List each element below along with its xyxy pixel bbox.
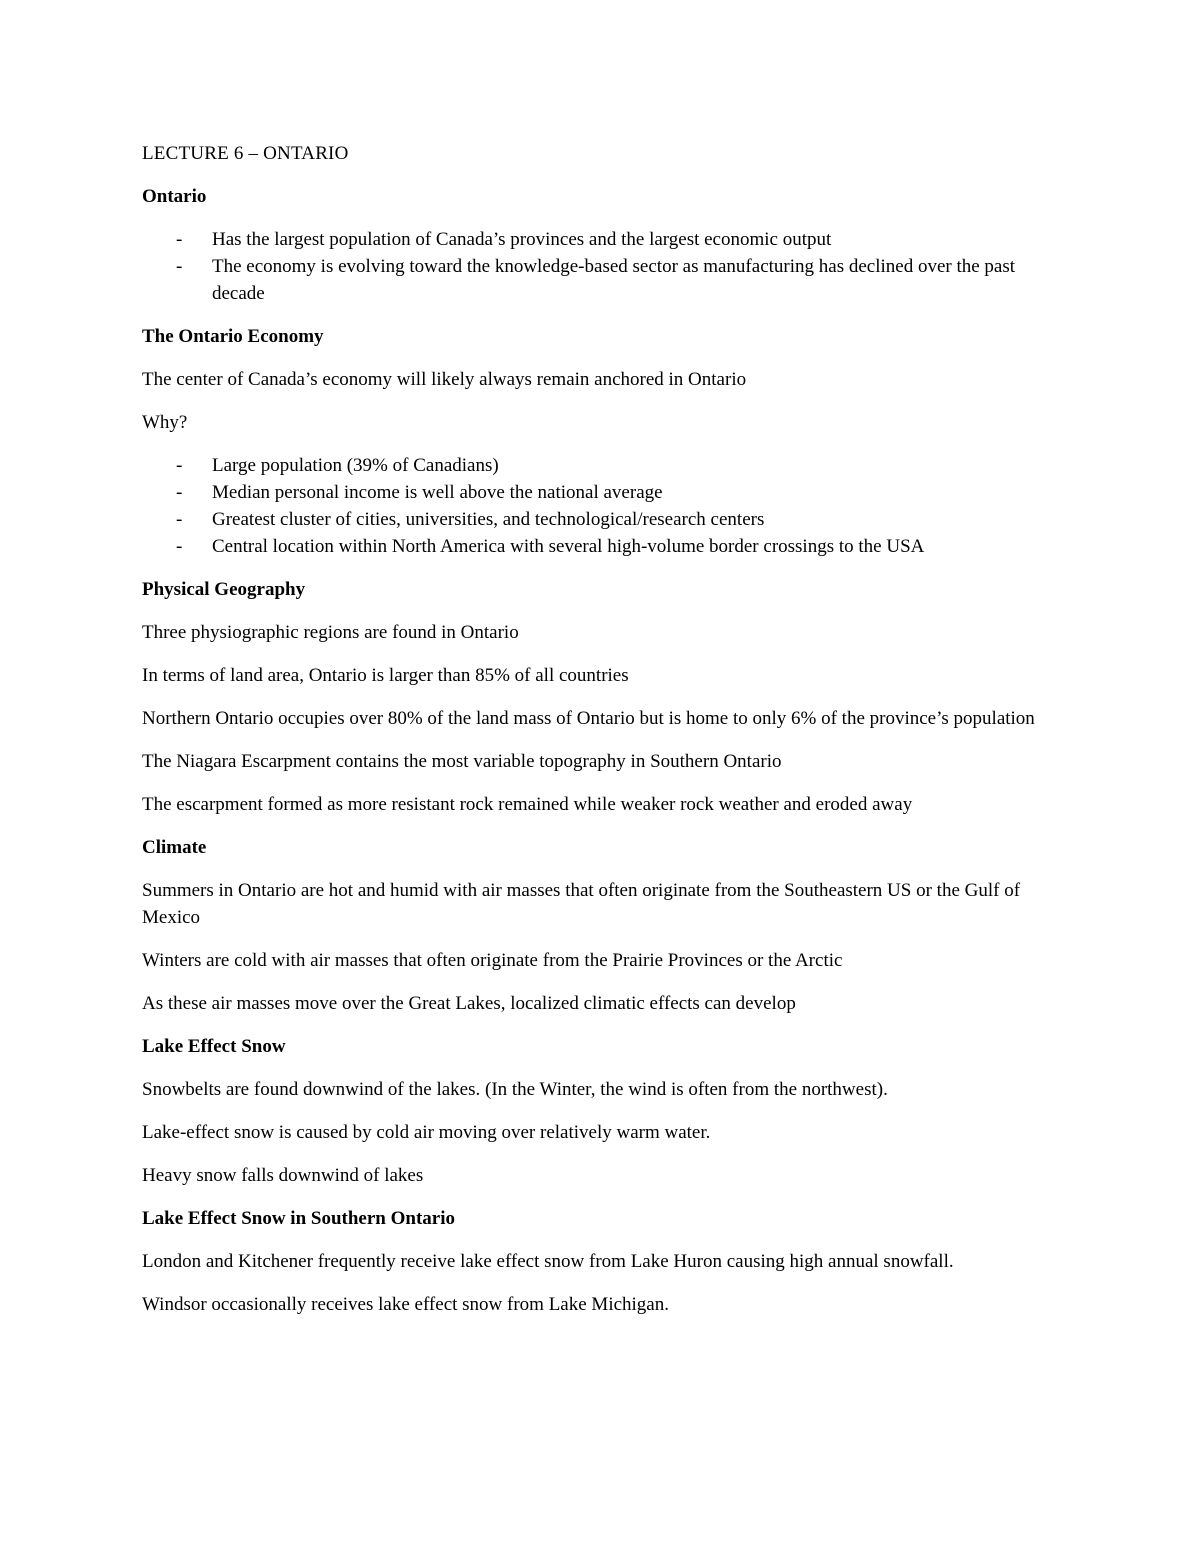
paragraph: In terms of land area, Ontario is larger than 85% of all countries: [142, 665, 629, 686]
section-heading-lake-effect-southern-ontario: Lake Effect Snow in Southern Ontario: [142, 1208, 455, 1229]
list-item-text: Greatest cluster of cities, universities, and technological/research centers: [212, 509, 765, 530]
list-item: [142, 533, 1072, 560]
paragraph: The escarpment formed as more resistant rock remained while weaker rock weather and eroded away: [142, 794, 913, 815]
paragraph: Windsor occasionally receives lake effect snow from Lake Michigan.: [142, 1294, 669, 1315]
document-page: [142, 140, 1072, 1334]
paragraph: Three physiographic regions are found in Ontario: [142, 622, 519, 643]
document-title: LECTURE 6 – ONTARIO: [142, 143, 349, 164]
bullet-list-ontario: [142, 226, 1072, 307]
bullet-marker: -: [176, 509, 183, 530]
paragraph: Northern Ontario occupies over 80% of the land mass of Ontario but is home to only 6% of the province’s population: [142, 708, 1035, 729]
list-item-text: Large population (39% of Canadians): [212, 455, 499, 476]
list-item: [142, 226, 1072, 253]
paragraph: London and Kitchener frequently receive lake effect snow from Lake Huron causing high annual snowfall.: [142, 1251, 954, 1272]
section-heading-lake-effect-snow: Lake Effect Snow: [142, 1036, 286, 1057]
list-item-text: Central location within North America with several high-volume border crossings to the USA: [212, 536, 925, 557]
bullet-marker: -: [176, 455, 183, 476]
bullet-marker: -: [176, 256, 183, 277]
list-item: [142, 479, 1072, 506]
paragraph: The center of Canada’s economy will likely always remain anchored in Ontario: [142, 369, 747, 390]
section-heading-ontario: Ontario: [142, 186, 207, 207]
paragraph: Why?: [142, 412, 188, 433]
list-item: [142, 452, 1072, 479]
list-item: [142, 506, 1072, 533]
list-item-text: Median personal income is well above the national average: [212, 482, 663, 503]
paragraph: Heavy snow falls downwind of lakes: [142, 1165, 424, 1186]
list-item-text: Has the largest population of Canada’s provinces and the largest economic output: [212, 229, 832, 250]
list-item-text: The economy is evolving toward the knowledge-based sector as manufacturing has declined over the past decade: [212, 256, 1016, 304]
paragraph: Summers in Ontario are hot and humid with air masses that often originate from the Southeastern US or the Gulf of Mexico: [142, 880, 1021, 928]
section-heading-climate: Climate: [142, 837, 207, 858]
paragraph: Snowbelts are found downwind of the lakes. (In the Winter, the wind is often from the northwest).: [142, 1079, 888, 1100]
section-heading-physical-geography: Physical Geography: [142, 579, 306, 600]
bullet-marker: -: [176, 536, 183, 557]
bullet-list-economy: [142, 452, 1072, 560]
bullet-marker: -: [176, 229, 183, 250]
paragraph: Lake-effect snow is caused by cold air moving over relatively warm water.: [142, 1122, 711, 1143]
paragraph: Winters are cold with air masses that often originate from the Prairie Provinces or the Arctic: [142, 950, 843, 971]
paragraph: As these air masses move over the Great Lakes, localized climatic effects can develop: [142, 993, 796, 1014]
list-item: [142, 253, 1072, 307]
bullet-marker: -: [176, 482, 183, 503]
section-heading-ontario-economy: The Ontario Economy: [142, 326, 324, 347]
paragraph: The Niagara Escarpment contains the most variable topography in Southern Ontario: [142, 751, 782, 772]
